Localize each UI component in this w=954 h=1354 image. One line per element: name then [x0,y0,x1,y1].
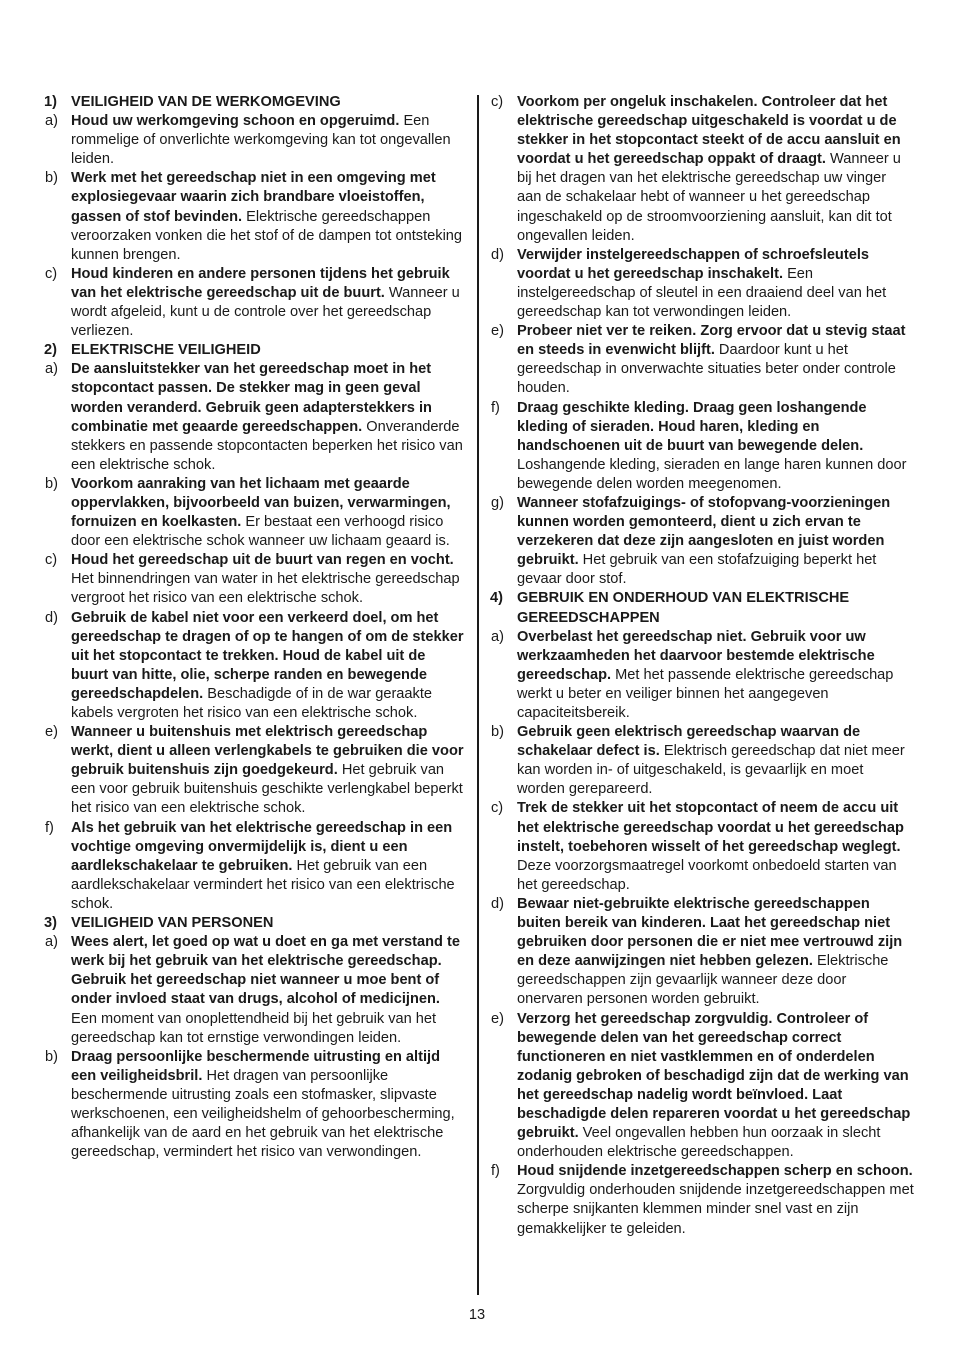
item-label: e) [491,1010,504,1027]
item-bold-text: Voorkom per ongeluk inschakelen. Controleer dat het elektrische gereedschap uitgeschakeld is voordat u de stekker in het stopcontact steekt of de accu aansluit en voordat u het gereedschap oppakt of draagt. [517,94,901,168]
column-divider [477,95,479,1295]
item-text: Beschadigde of in de war geraakte kabels vergroten het risico van een elektrische schok. [71,685,433,721]
item-bold-text: Overbelast het gereedschap niet. Gebruik voor uw werkzaamheden het daarvoor bestemde elektrische gereedschap. [517,628,875,683]
section-heading [44,914,466,933]
safety-item [44,609,466,724]
safety-item [44,169,466,264]
item-label: b) [45,475,58,492]
safety-item [44,112,466,169]
safety-item [490,799,914,894]
item-bold-text: Houd snijdende inzetgereedschappen scherp en schoon. [517,1163,913,1180]
item-label: c) [45,552,58,569]
section-number: 4) [490,590,503,607]
safety-item [44,551,466,608]
item-text: Elektrische gereedschappen zijn gevaarlijk wanneer deze door onervaren personen worden gebruikt. [517,953,889,1008]
safety-item [490,1010,914,1163]
section-heading [44,341,466,360]
safety-item [490,93,914,246]
item-bold-text: Wanneer stofafzuigings- of stofopvang-voorzieningen kunnen worden gemonteerd, dient u zich ervan te verzekeren dat deze zijn aangesloten en juist worden gebruikt. [517,494,891,569]
item-bold-text: Probeer niet ver te reiken. Zorg ervoor dat u stevig staat en steeds in evenwicht blijft. [517,323,906,359]
item-bold-text: Houd uw werkomgeving schoon en opgeruimd. [71,113,400,130]
item-label: a) [45,113,58,130]
safety-item [44,819,466,914]
item-text: Onveranderde stekkers en passende stopcontacten beperken het risico van een elektrische schok. [71,418,463,473]
safety-item [490,723,914,799]
item-bold-text: Draag persoonlijke beschermende uitrusting en altijd een veiligheidsbril. [71,1048,440,1084]
item-text: Een rommelige of onverlichte werkomgeving kan tot ongevallen leiden. [71,113,451,168]
item-label: g) [491,494,504,511]
item-bold-text: Als het gebruik van het elektrische gereedschap in een vochtige omgeving onvermijdelijk is, dient u een aardlekschakelaar te gebruiken. [71,819,453,874]
item-bold-text: Bewaar niet-gebruikte elektrische gereedschappen buiten bereik van kinderen. Laat het gereedschap niet gebruiken door personen die er niet mee vertrouwd zijn en deze aanwijzingen niet hebben gelezen. [517,895,903,970]
item-label: c) [45,265,58,282]
item-text: Het binnendringen van water in het elektrische gereedschap vergroot het risico van een elektrische schok. [71,571,460,607]
safety-item [44,265,466,341]
item-label: f) [45,819,54,836]
safety-item [44,723,466,818]
section-title: VEILIGHEID VAN PERSONEN [71,915,274,932]
safety-item [490,895,914,1010]
safety-item [490,1162,914,1238]
page-number: 13 [468,1307,486,1323]
item-label: d) [491,895,504,912]
item-label: a) [491,628,504,645]
item-label: b) [45,170,58,187]
section-title: GEBRUIK EN ONDERHOUD VAN ELEKTRISCHE GEREEDSCHAPPEN [517,590,850,626]
item-label: f) [491,1163,500,1180]
safety-item [44,475,466,551]
item-text: Wanneer u bij het dragen van het elektrische gereedschap uw vinger aan de schakelaar hebt of wanneer u het gereedschap ingeschakeld op de stroomvoorziening aansluit, kan dit tot ongevallen leiden. [517,151,901,244]
item-text: Deze voorzorgsmaatregel voorkomt onbedoeld starten van het gereedschap. [517,857,897,893]
item-label: a) [45,934,58,951]
item-bold-text: Verzorg het gereedschap zorgvuldig. Controleer of bewegende delen van het gereedschap correct functioneren en niet vastklemmen en of onderdelen zodanig gebroken of beschadigd zijn dat de werking van het gereedschap nadelig wordt beïnvloed. Laat beschadigde delen repareren voordat u het gereedschap gebruikt. [517,1010,911,1142]
item-text: Een instelgereedschap of sleutel in een draaiend deel van het gereedschap kan tot verwondingen leiden. [517,265,887,321]
item-bold-text: De aansluitstekker van het gereedschap moet in het stopcontact passen. De stekker mag in geen geval worden veranderd. Gebruik geen adapterstekkers in combinatie met geaarde gereedschappen. [71,361,432,435]
item-label: b) [45,1048,58,1065]
safety-item [44,1048,466,1163]
item-bold-text: Wees alert, let goed op wat u doet en ga met verstand te werk bij het gebruik van het elektrische gereedschap. Gebruik het gereedschap niet wanneer u moe bent of onder invloed staat van drugs, alcohol of medicijnen. [71,934,460,1008]
item-bold-text: Werk met het gereedschap niet in een omgeving met explosiegevaar waarin zich brandbare vloeistoffen, gassen of stof bevinden. [71,170,436,225]
item-bold-text: Trek de stekker uit het stopcontact of neem de accu uit het elektrische gereedschap voordat u het gereedschap instelt, toebehoren wisselt of het gereedschap weglegt. [517,800,904,855]
right-column [490,93,914,1239]
item-text: Daardoor kunt u het gereedschap in onverwachte situaties beter onder controle houden. [517,342,896,397]
item-bold-text: Wanneer u buitenshuis met elektrisch gereedschap werkt, dient u alleen verlengkabels te gebruiken die voor gebruik buitenshuis zijn goedgekeurd. [71,724,464,779]
item-label: e) [491,323,504,340]
left-column [44,93,466,1162]
section-number: 2) [44,342,57,359]
safety-item [44,933,466,1048]
item-bold-text: Draag geschikte kleding. Draag geen loshangende kleding of sieraden. Houd haren, kleding en handschoenen uit de buurt van bewegende delen. [517,399,867,454]
item-label: d) [491,246,504,263]
item-bold-text: Voorkom aanraking van het lichaam met geaarde oppervlakken, bijvoorbeeld van buizen, verwarmingen, fornuizen en koelkasten. [71,475,451,531]
item-text: Met het passende elektrische gereedschap werkt u beter en veiliger binnen het aangegeven capaciteitsbereik. [517,666,894,721]
item-text: Elektrisch gereedschap dat niet meer kan worden in- of uitgeschakeld, is gevaarlijk en moet worden gerepareerd. [517,743,905,798]
safety-item [490,399,914,494]
safety-item [490,494,914,589]
safety-item [44,360,466,475]
section-number: 3) [44,915,57,932]
section-number: 1) [44,94,57,110]
item-bold-text: Houd het gereedschap uit de buurt van regen en vocht. [71,552,454,569]
item-bold-text: Verwijder instelgereedschappen of schroefsleutels voordat u het gereedschap inschakelt. [517,246,869,282]
safety-item [490,322,914,398]
safety-item [490,246,914,322]
section-title: VEILIGHEID VAN DE WERKOMGEVING [71,94,341,110]
item-label: f) [491,399,500,416]
item-label: b) [491,724,504,741]
item-text: Zorgvuldig onderhouden snijdende inzetgereedschappen met scherpe snijkanten klemmen minder snel vast en zijn gemakkelijker te geleiden. [517,1182,914,1237]
item-text: Veel ongevallen hebben hun oorzaak in slecht onderhouden elektrische gereedschappen. [517,1125,881,1161]
item-text: Wanneer u wordt afgeleid, kunt u de controle over het gereedschap verliezen. [71,284,460,340]
item-text: Het gebruik van een aardlekschakelaar vermindert het risico van een elektrische schok. [71,857,455,912]
item-text: Er bestaat een verhoogd risico door een elektrische schok wanneer uw lichaam geaard is. [71,514,450,550]
item-text: Loshangende kleding, sieraden en lange haren kunnen door bewegende delen worden meegenomen. [517,456,907,492]
safety-item [490,628,914,723]
item-label: a) [45,361,58,378]
section-title: ELEKTRISCHE VEILIGHEID [71,342,261,359]
item-bold-text: Houd kinderen en andere personen tijdens het gebruik van het elektrische gereedschap uit de buurt. [71,265,450,301]
item-text: Het gebruik van een voor gebruik buitenshuis geschikte verlengkabel beperkt het risico van een elektrische schok. [71,762,463,817]
item-label: c) [491,94,504,110]
section-heading [490,589,914,627]
section-heading [44,93,466,112]
item-label: d) [45,609,58,626]
item-label: e) [45,724,58,741]
item-label: c) [491,800,504,817]
item-text: Elektrische gereedschappen veroorzaken vonken die het stof of de dampen tot ontsteking kunnen brengen. [71,208,463,263]
item-bold-text: Gebruik geen elektrisch gereedschap waarvan de schakelaar defect is. [517,724,861,760]
item-text: Het gebruik van een stofafzuiging beperkt het gevaar door stof. [517,552,877,588]
item-text: Een moment van onoplettendheid bij het gebruik van het gereedschap kan tot ernstige verwondingen leiden. [71,1010,437,1046]
item-text: Het dragen van persoonlijke beschermende uitrusting zoals een stofmasker, slipvaste werkschoenen, een veiligheidshelm of gehoorbescherming, afhankelijk van de aard en het gebruik van het elektrische gereedschap, vermindert het risico van verwondingen. [71,1067,455,1161]
item-bold-text: Gebruik de kabel niet voor een verkeerd doel, om het gereedschap te dragen of op te hangen of om de stekker uit het stopcontact te trekken. Houd de kabel uit de buurt van hitte, olie, scherpe randen en bewegende gereedschapdelen. [71,609,464,702]
